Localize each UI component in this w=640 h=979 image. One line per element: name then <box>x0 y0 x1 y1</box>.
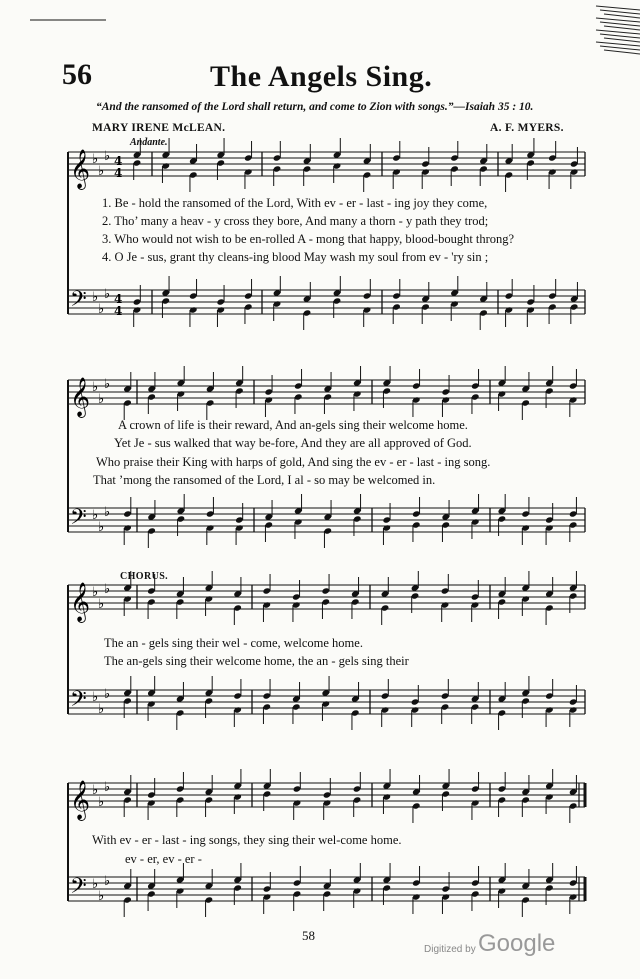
verse-2-line-2: Yet Je - sus walked that way be-fore, And they are all approved of God. <box>114 436 472 450</box>
chorus-label: CHORUS. <box>120 571 169 582</box>
flat-sign: ♭ <box>92 380 99 395</box>
flat-sign: ♭ <box>98 795 105 810</box>
fold-shading <box>600 10 640 14</box>
flat-sign: ♭ <box>98 597 105 612</box>
bass-clef: 𝄢 <box>70 874 87 904</box>
treble-clef: 𝄞 <box>70 582 91 622</box>
flat-sign: ♭ <box>98 164 105 179</box>
scripture-epigraph: “And the ransomed of the Lord shall return, and come to Zion with songs.”—Isaiah 35 : 10. <box>96 101 534 113</box>
time-signature-top: 4 <box>114 292 123 306</box>
chorus-lyric-2: The an-gels sing their welcome home, the an - gels sing their <box>104 654 409 668</box>
fold-shading <box>604 26 640 30</box>
flat-sign: ♭ <box>104 377 111 392</box>
fold-shading <box>596 42 640 46</box>
verse-1-line-1: 1. Be - hold the ransomed of the Lord, With ev - er - last - ing joy they come, <box>102 196 488 210</box>
verse-3-line-1: 3. Who would not wish to be en-rolled A - mong that happy, blood-bought throng? <box>102 232 515 246</box>
flat-sign: ♭ <box>92 783 99 798</box>
flat-sign: ♭ <box>92 290 99 305</box>
treble-clef: 𝄞 <box>70 149 91 189</box>
flat-sign: ♭ <box>98 702 105 717</box>
fold-shading <box>596 6 640 10</box>
fold-shading <box>600 34 640 38</box>
flat-sign: ♭ <box>104 582 111 597</box>
hymn-number: 56 <box>62 58 92 91</box>
flat-sign: ♭ <box>104 505 111 520</box>
flat-sign: ♭ <box>92 690 99 705</box>
hymn-title: The Angels Sing. <box>210 60 433 93</box>
fold-shading <box>596 18 640 22</box>
time-signature-top: 4 <box>114 154 123 168</box>
flat-sign: ♭ <box>98 302 105 317</box>
flat-sign: ♭ <box>104 287 111 302</box>
time-signature-bottom: 4 <box>114 304 123 318</box>
page-marks <box>30 6 640 54</box>
flat-sign: ♭ <box>104 149 111 164</box>
verse-2-line-1: 2. Tho’ many a heav - y cross they bore, And many a thorn - y path they trod; <box>102 214 489 228</box>
composer-credit: A. F. MYERS. <box>490 122 564 134</box>
google-watermark: Google <box>478 930 556 957</box>
fold-shading <box>604 50 640 54</box>
flat-sign: ♭ <box>92 585 99 600</box>
fold-shading <box>604 14 640 18</box>
flat-sign: ♭ <box>104 874 111 889</box>
final-lyric-1: With ev - er - last - ing songs, they sing their wel-come home. <box>92 833 402 847</box>
time-signature-bottom: 4 <box>114 166 123 180</box>
chorus-lyric-1: The an - gels sing their wel - come, welcome home. <box>104 636 363 650</box>
flat-sign: ♭ <box>92 152 99 167</box>
treble-clef: 𝄞 <box>70 780 91 820</box>
flat-sign: ♭ <box>98 392 105 407</box>
verse-4-line-1: 4. O Je - sus, grant thy cleans-ing blood May wash my soul from ev - 'ry sin ; <box>102 250 489 264</box>
tempo-marking: Andante. <box>130 137 168 148</box>
bass-clef: 𝄢 <box>70 505 87 535</box>
flat-sign: ♭ <box>98 520 105 535</box>
final-lyric-2: ev - er, ev - er - <box>125 852 202 866</box>
verse-4-line-2: That ’mong the ransomed of the Lord, I al - so may be welcomed in. <box>93 473 436 487</box>
flat-sign: ♭ <box>104 687 111 702</box>
author-credit: MARY IRENE McLEAN. <box>92 122 226 134</box>
flat-sign: ♭ <box>104 780 111 795</box>
bass-clef: 𝄢 <box>70 687 87 717</box>
page-number: 58 <box>302 928 315 943</box>
treble-clef: 𝄞 <box>70 377 91 417</box>
flat-sign: ♭ <box>92 877 99 892</box>
verse-1-line-2: A crown of life is their reward, And an-gels sing their welcome home. <box>118 418 468 432</box>
digitized-by-text: Digitized by <box>424 944 476 955</box>
bass-clef: 𝄢 <box>70 287 87 317</box>
verse-3-line-2: Who praise their King with harps of gold, And sing the ev - er - last - ing song. <box>96 455 491 469</box>
flat-sign: ♭ <box>92 508 99 523</box>
fold-shading <box>600 22 640 26</box>
fold-shading <box>596 30 640 34</box>
fold-shading <box>604 38 640 42</box>
flat-sign: ♭ <box>98 889 105 904</box>
fold-shading <box>600 46 640 50</box>
